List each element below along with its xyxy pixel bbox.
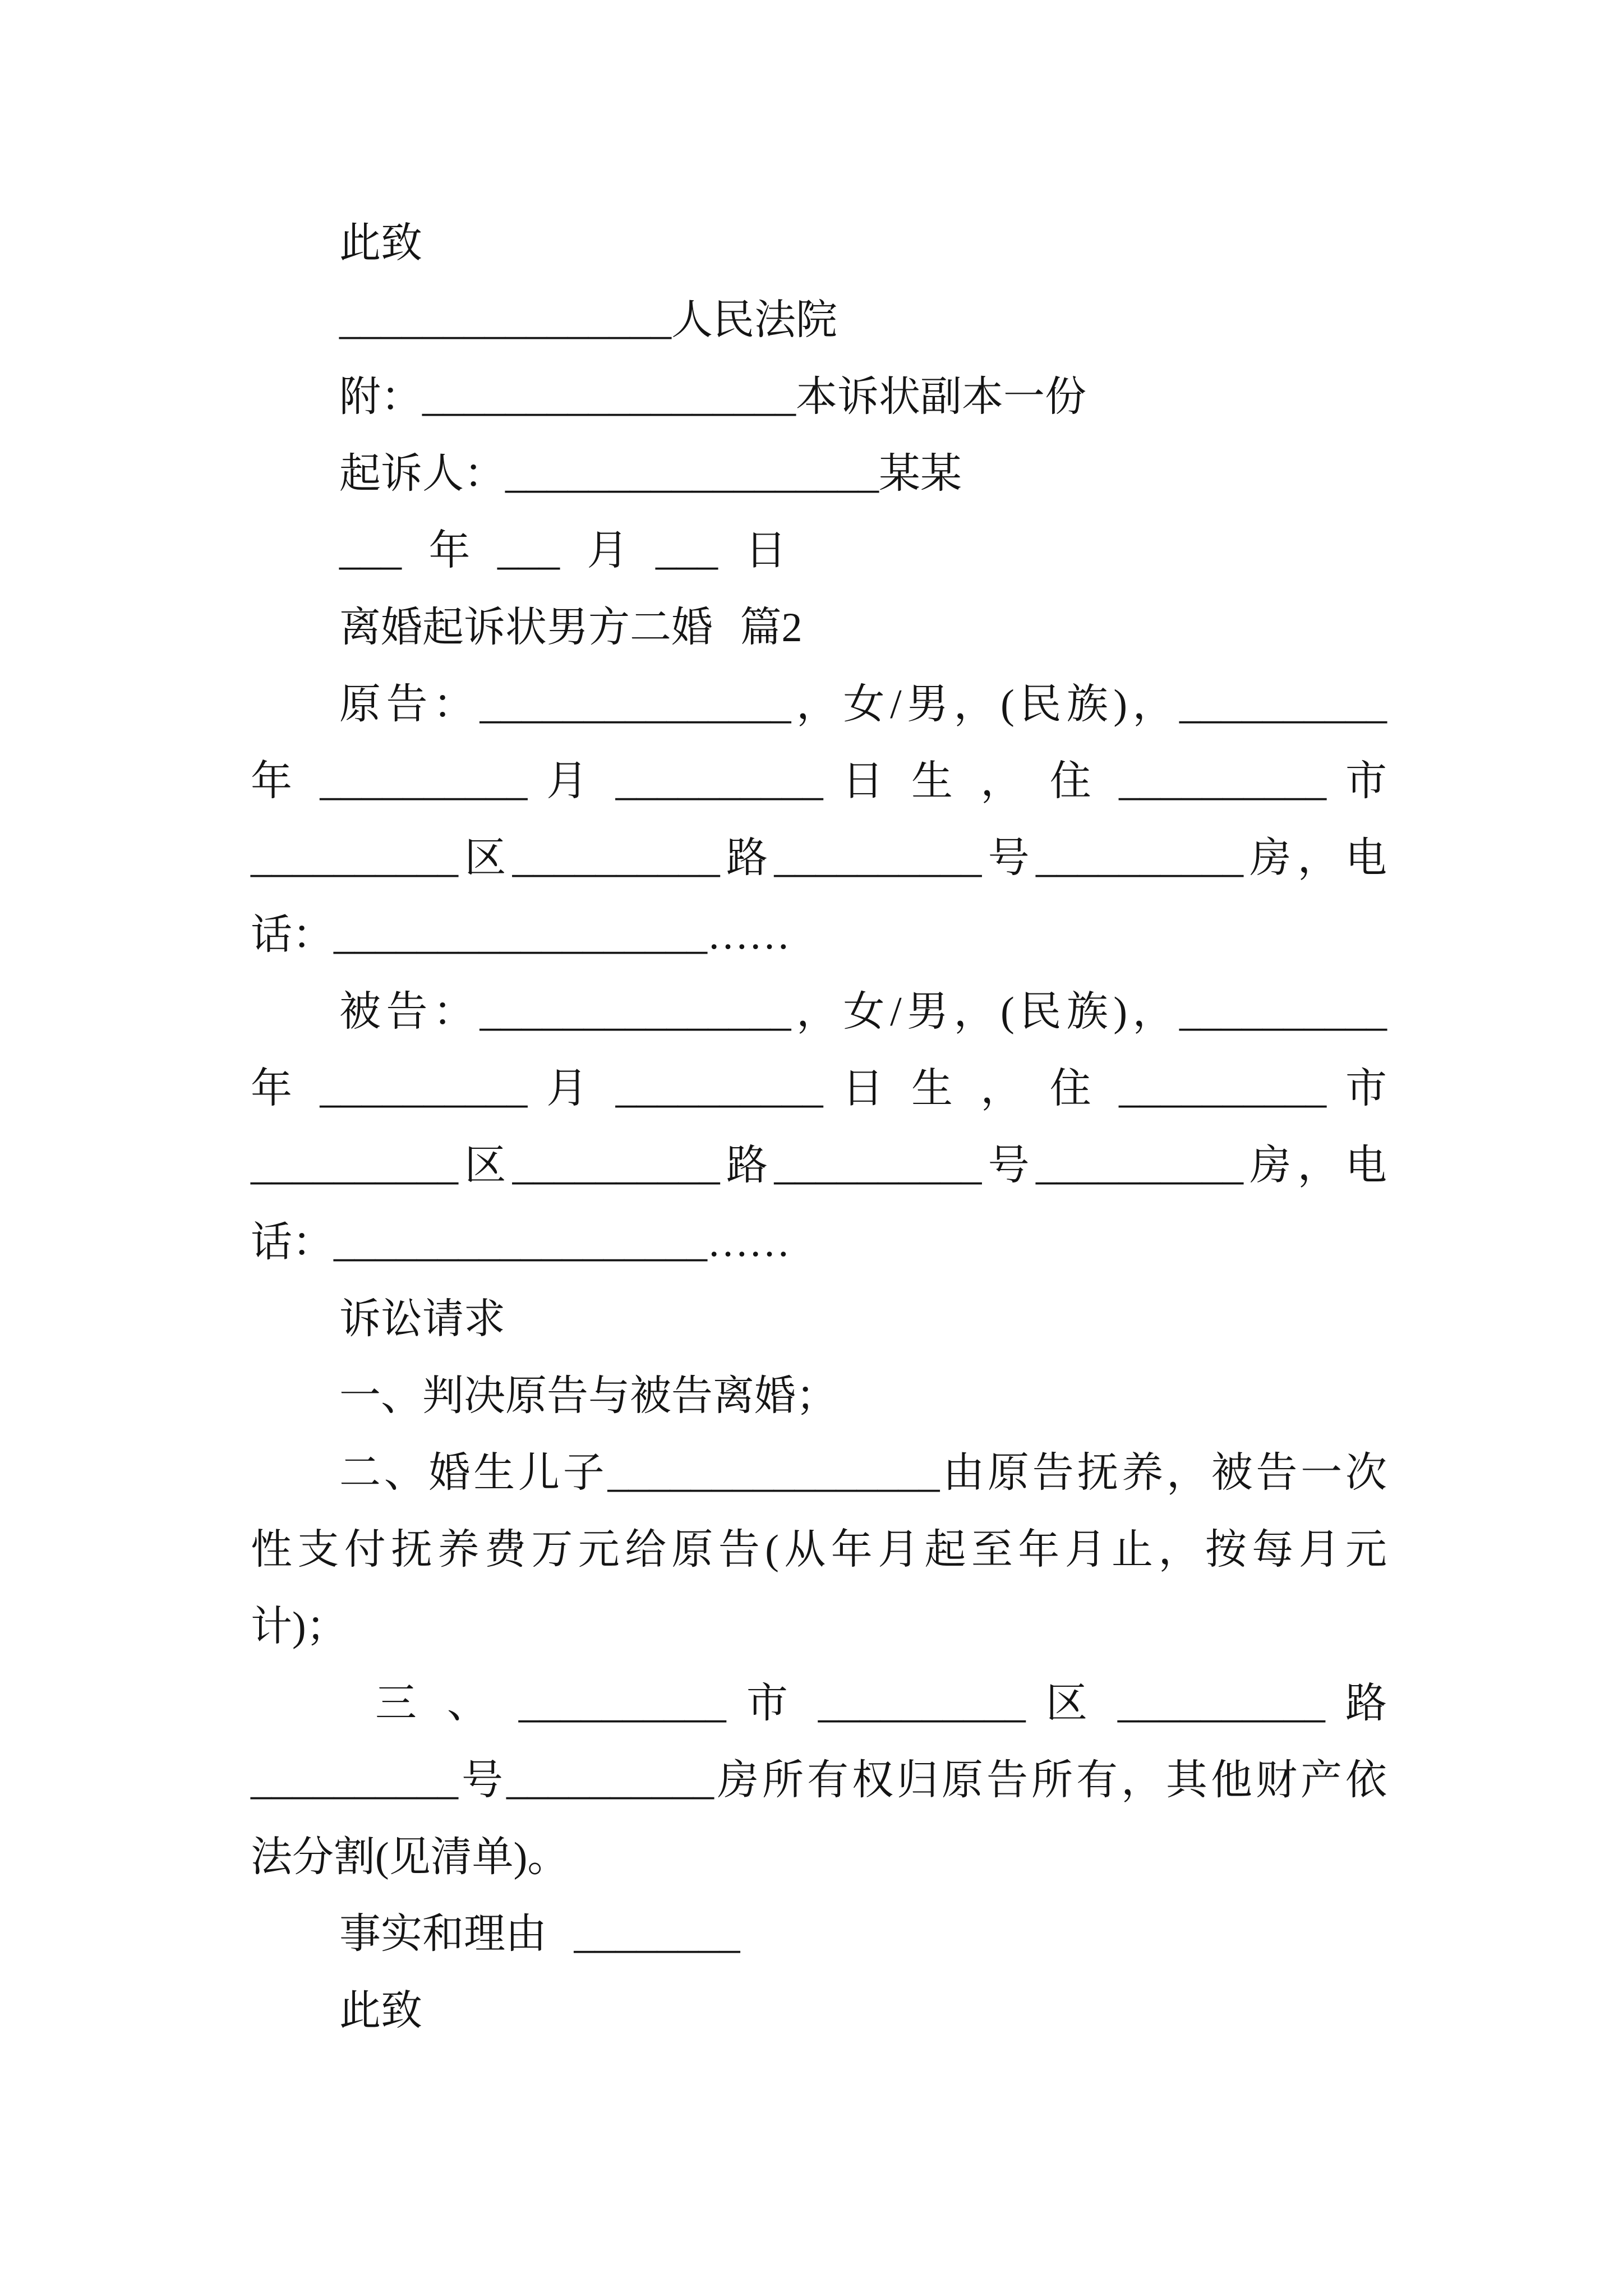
closing-salutation: 此致 (339, 1988, 422, 2034)
plaintiff-info-line: 话：__________________…… (251, 912, 790, 958)
claim-item-2: 二、婚生儿子________________由原告抚养，被告一次 (339, 1450, 1387, 1496)
plaintiff-info-line: 原告：_______________，女/男，(民族)，__________ (339, 682, 1387, 728)
claim-item-1: 一、判决原告与被告离婚； (339, 1373, 837, 1419)
closing-salutation: 此致 (339, 220, 422, 266)
date-line: ___ 年 ___ 月 ___ 日 (339, 528, 787, 574)
defendant-info-line: 话：__________________…… (251, 1220, 790, 1266)
attachment-line: 附：__________________本诉状副本一份 (339, 374, 1086, 420)
claim-item-2-continued: 计)； (251, 1604, 348, 1650)
facts-heading: 事实和理由 ________ (339, 1911, 740, 1957)
section-title: 离婚起诉状男方二婚 篇2 (339, 605, 803, 651)
plaintiff-signature-line: 起诉人：__________________某某 (339, 451, 962, 497)
claims-heading: 诉讼请求 (339, 1296, 505, 1342)
court-name-line: ________________人民法院 (339, 297, 837, 343)
claim-item-2-continued: 性支付抚养费万元给原告(从年月起至年月止，按每月元 (251, 1527, 1387, 1573)
claim-item-3: 三 、 __________ 市 __________ 区 __________ 路 (375, 1681, 1387, 1727)
claim-item-3-continued: __________号__________房所有权归原告所有，其他财产依 (251, 1757, 1387, 1803)
defendant-info-line: 年 __________ 月 __________ 日 生 ， 住 __________ 市 (251, 1066, 1387, 1112)
defendant-info-line: __________区__________路__________号__________房，电 (251, 1143, 1387, 1189)
defendant-info-line: 被告：_______________，女/男，(民族)，__________ (339, 989, 1387, 1035)
plaintiff-info-line: 年 __________ 月 __________ 日 生 ， 住 __________ 市 (251, 758, 1387, 804)
claim-item-3-continued: 法分割(见清单)。 (251, 1834, 569, 1880)
document-body (251, 205, 1387, 2050)
plaintiff-info-line: __________区__________路__________号__________房，电 (251, 835, 1387, 881)
